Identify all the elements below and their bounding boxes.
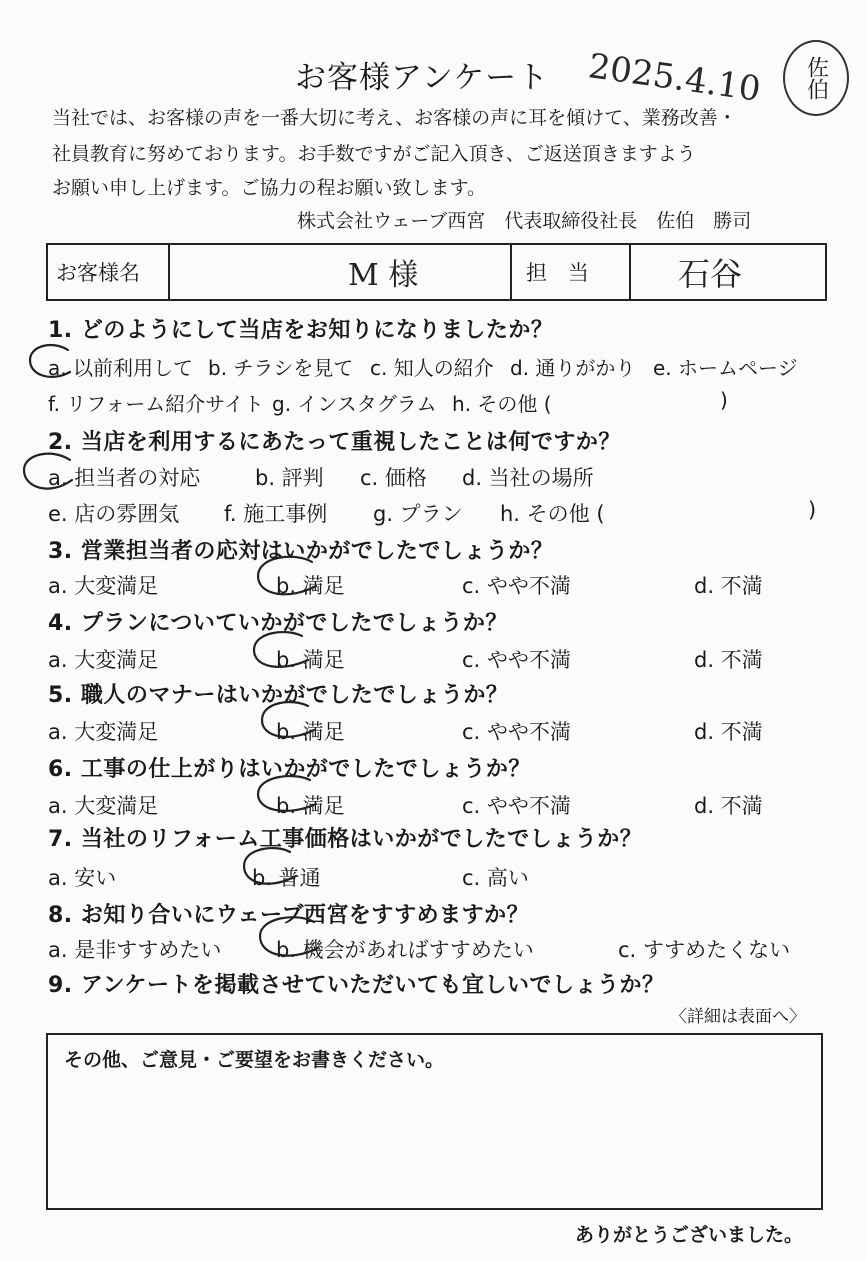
q3-option-b[interactable]: b. 満足 xyxy=(276,574,345,598)
q6-option-c[interactable]: c. やや不満 xyxy=(462,794,571,818)
q7-option-b[interactable]: b. 普通 xyxy=(252,866,321,890)
q4-option-a[interactable]: a. 大変満足 xyxy=(48,648,159,672)
question-6: 6. 工事の仕上がりはいかがでしたでしょうか？ xyxy=(48,757,531,782)
q2-option-e[interactable]: e. 店の雰囲気 xyxy=(48,502,180,526)
q2-option-h[interactable]: h. その他 ( xyxy=(500,502,605,526)
question-2: 2. 当店を利用するにあたって重視したことは何ですか？ xyxy=(48,430,621,455)
staff-value[interactable]: 石谷 xyxy=(678,255,743,293)
question-9: 9. アンケートを掲載させていただいても宜しいでしょうか？ xyxy=(48,973,665,998)
q4-option-c[interactable]: c. やや不満 xyxy=(462,648,571,672)
q3-option-d[interactable]: d. 不満 xyxy=(694,574,763,598)
q8-option-c[interactable]: c. すすめたくない xyxy=(618,938,791,962)
intro-line-3: お願い申し上げます。ご協力の程お願い致します。 xyxy=(52,177,486,199)
customer-name-label: お客様名 xyxy=(56,261,140,285)
q2-option-f[interactable]: f. 施工事例 xyxy=(224,502,328,526)
q3-option-c[interactable]: c. やや不満 xyxy=(462,574,571,598)
q5-option-a[interactable]: a. 大変満足 xyxy=(48,720,159,744)
q2-option-g[interactable]: g. プラン xyxy=(373,502,463,526)
q1-option-c[interactable]: c. 知人の紹介 xyxy=(370,356,494,380)
q2-option-c[interactable]: c. 価格 xyxy=(360,466,427,490)
q2-option-b[interactable]: b. 評判 xyxy=(255,466,324,490)
intro-line-2: 社員教育に努めております。お手数ですがご記入頂き、ご返送頂きますよう xyxy=(52,143,696,165)
intro-line-1: 当社では、お客様の声を一番大切に考え、お客様の声に耳を傾けて、業務改善・ xyxy=(52,107,737,129)
question-4: 4. プランについていかがでしたでしょうか？ xyxy=(48,611,508,636)
q2-option-a[interactable]: a. 担当者の対応 xyxy=(48,466,201,490)
staff-label: 担 当 xyxy=(526,261,589,285)
q2-option-d[interactable]: d. 当社の場所 xyxy=(462,466,594,490)
q8-option-b[interactable]: b. 機会があればすすめたい xyxy=(276,938,534,962)
comment-box[interactable] xyxy=(46,1033,823,1210)
q4-option-d[interactable]: d. 不満 xyxy=(694,648,763,672)
q1-option-h[interactable]: h. その他 ( xyxy=(452,392,552,416)
q1-option-g[interactable]: g. インスタグラム xyxy=(272,392,437,416)
q1-option-e[interactable]: e. ホームページ xyxy=(653,356,798,380)
stamp-text: 佐伯 xyxy=(803,56,829,100)
personal-seal-stamp xyxy=(783,40,849,116)
q1-option-f[interactable]: f. リフォーム紹介サイト xyxy=(48,392,264,416)
question-1: 1. どのようにして当店をお知りになりましたか？ xyxy=(48,318,554,343)
q7-option-a[interactable]: a. 安い xyxy=(48,866,117,890)
company-signature: 株式会社ウェーブ西宮 代表取締役社長 佐伯 勝司 xyxy=(297,210,752,232)
q1-option-h-close: ) xyxy=(720,388,728,412)
customer-info-box xyxy=(46,243,827,301)
q1-option-a[interactable]: a. 以前利用して xyxy=(48,356,193,380)
question-7: 7. 当社のリフォーム工事価格はいかがでしたでしょうか？ xyxy=(48,827,643,852)
survey-title: お客様アンケート xyxy=(295,60,550,96)
q5-option-d[interactable]: d. 不満 xyxy=(694,720,763,744)
handwritten-date: 2025.4.10 xyxy=(586,46,763,110)
q2-option-h-close: ) xyxy=(808,498,817,522)
question-8: 8. お知り合いにウェーブ西宮をすすめますか？ xyxy=(48,903,530,928)
q4-option-b[interactable]: b. 満足 xyxy=(276,648,345,672)
see-front-note: 〈詳細は表面へ〉 xyxy=(670,1007,806,1027)
q7-option-c[interactable]: c. 高い xyxy=(462,866,529,890)
q6-option-a[interactable]: a. 大変満足 xyxy=(48,794,159,818)
q3-option-a[interactable]: a. 大変満足 xyxy=(48,574,159,598)
thanks-text: ありがとうございました。 xyxy=(575,1224,804,1246)
customer-name-value[interactable]: M 様 xyxy=(348,258,419,293)
q5-option-c[interactable]: c. やや不満 xyxy=(462,720,571,744)
q6-option-b[interactable]: b. 満足 xyxy=(276,794,345,818)
q6-option-d[interactable]: d. 不満 xyxy=(694,794,763,818)
question-3: 3. 営業担当者の応対はいかがでしたでしょうか？ xyxy=(48,539,554,564)
question-5: 5. 職人のマナーはいかがでしたでしょうか？ xyxy=(48,683,509,708)
q5-option-b[interactable]: b. 満足 xyxy=(276,720,345,744)
q8-option-a[interactable]: a. 是非すすめたい xyxy=(48,938,222,962)
comment-label: その他、ご意見・ご要望をお書きください。 xyxy=(64,1049,445,1071)
q1-option-b[interactable]: b. チラシを見て xyxy=(208,356,354,380)
q1-option-d[interactable]: d. 通りがかり xyxy=(510,356,636,380)
